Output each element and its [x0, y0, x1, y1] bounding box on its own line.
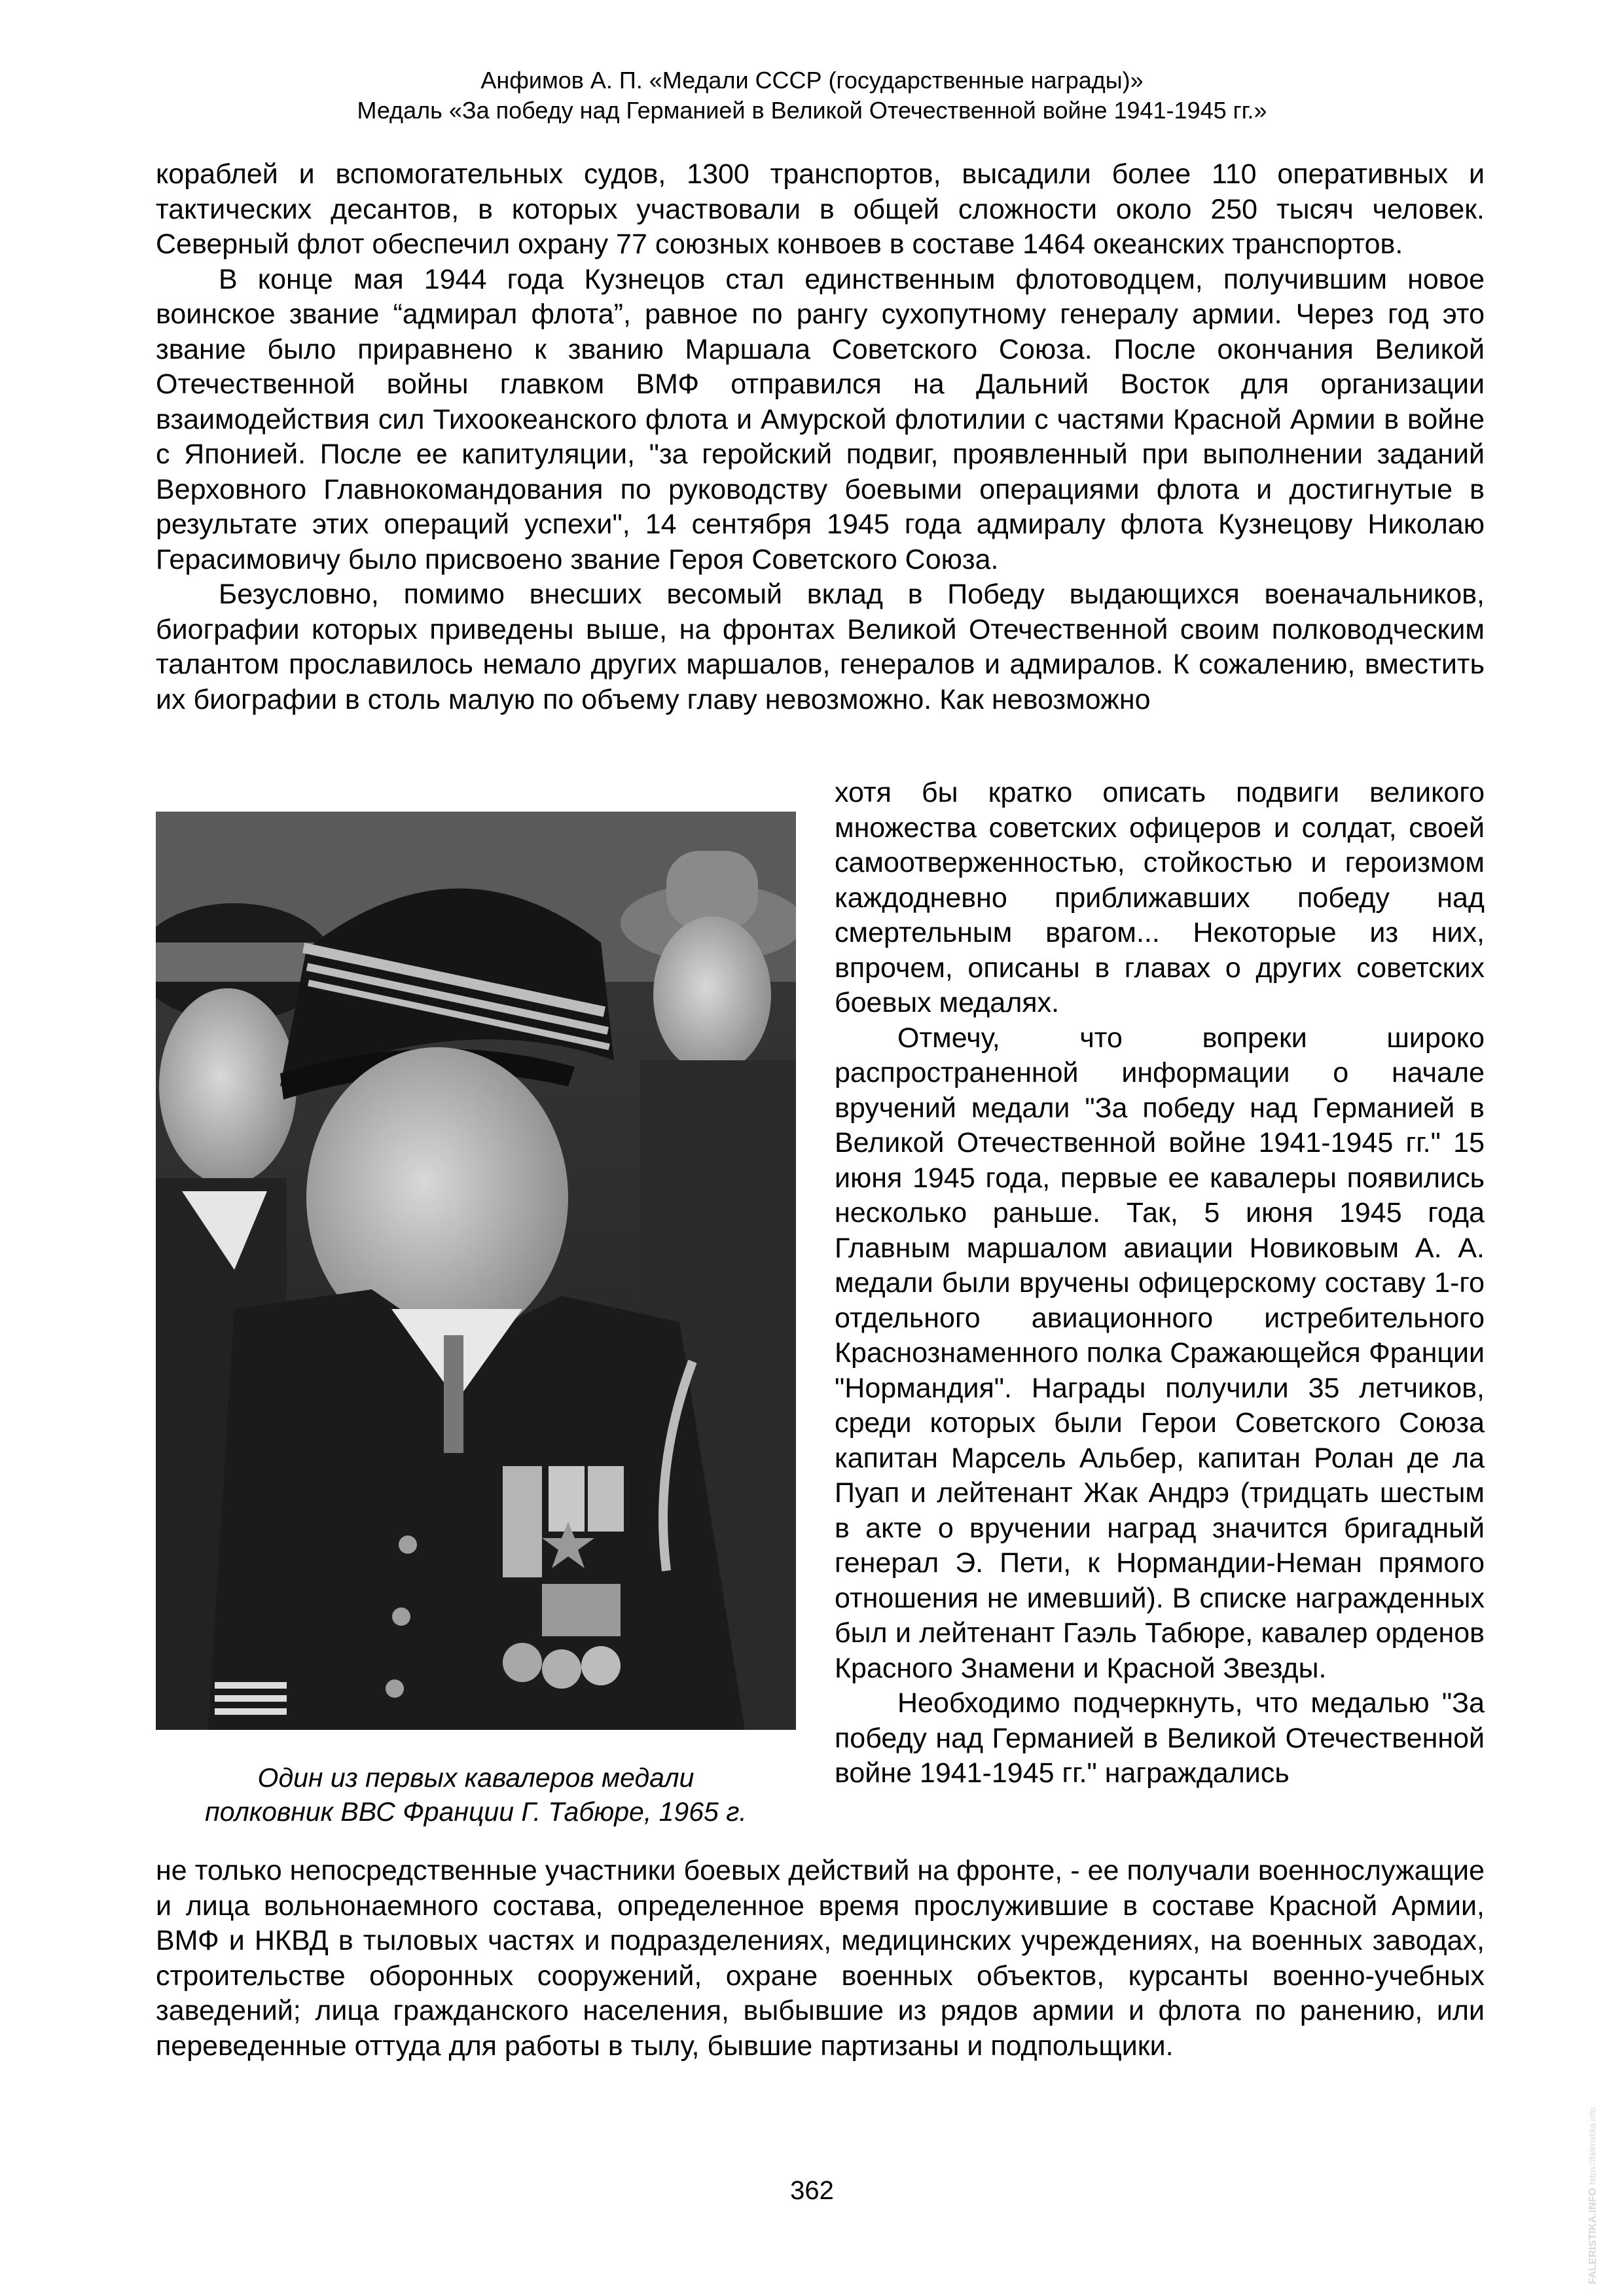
page-number: 362 — [790, 2176, 834, 2205]
photo-tabure — [156, 812, 796, 1730]
caption-line-2: полковник ВВС Франции Г. Табюре, 1965 г. — [205, 1797, 747, 1827]
paragraph-kuznetsov: В конце мая 1944 года Кузнецов стал единственным флотоводцем, получившим новое воинское звание “адмирал флота”, равное по рангу сухопутному генералу армии. Через год это звание было приравнено к званию Маршала Советского Союза. После окончания Великой Отечественной войны главком ВМФ отправился на Дальний Восток для организации взаимодействия сил Тихоокеанского флота и Амурской флотилии с частями Красной Армии в войне с Японией. После ее капитуляции, "за геройский подвиг, проявленный при выполнении заданий Верховного Главнокомандования по руководству боевыми операциями флота и достигнутые в результате этих операций успехи", 14 сентября 1945 года адмиралу флота Кузнецову Николаю Герасимовичу было присвоено звание Героя Советского Союза. — [156, 263, 1485, 575]
paragraph-feats: хотя бы кратко описать подвиги великого множества советских офицеров и солдат, своей самоотверженностью, стойкостью и героизмом каждодневно приближавших победу над смертельным врагом... Некоторые из них, впрочем, описаны в главах о других советских боевых медалях. — [835, 777, 1485, 1018]
paragraph-recipients-list: не только непосредственные участники боевых действий на фронте, - ее получали военнослужащие и лица вольнонаемного состава, определенное время прослужившие в составе Красной Армии, ВМФ и НКВД в тыловых частях и подразделениях, медицинских учреждениях, на военных заводах, строительстве оборонных сооружений, охране военных объектов, курсанты военно-учебных заведений; лица гражданского населения, выбывшие из рядов армии и флота по ранению, или переведенные оттуда для работы в тылу, бывшие партизаны и подпольщики. — [156, 1855, 1485, 2062]
watermark-url: https://faleristika.info — [1587, 2107, 1597, 2185]
photo-caption — [156, 1761, 796, 1829]
running-header — [0, 65, 1624, 126]
header-chapter-title: Медаль «За победу над Германией в Великой Отечественной войне 1941-1945 гг.» — [357, 97, 1267, 124]
watermark-brand: FALERISTIKA.INFO — [1587, 2187, 1598, 2284]
caption-line-1: Один из первых кавалеров медали — [257, 1763, 695, 1793]
photo-illustration — [156, 812, 796, 1730]
paragraph-recipients-intro: Необходимо подчеркнуть, что медалью "За победу над Германией в Великой Отечественной войне 1941-1945 гг." награждались — [835, 1687, 1485, 1789]
paragraph-continuation: кораблей и вспомогательных судов, 1300 транспортов, высадили более 110 оперативных и тактических десантов, в которых участвовали в общей сложности около 250 тысяч человек. Северный флот обеспечил охрану 77 союзных конвоев в составе 1464 океанских транспортов. — [156, 158, 1485, 260]
right-column-text — [835, 776, 1485, 1791]
header-book-title: Анфимов А. П. «Медали СССР (государственные награды)» — [480, 67, 1144, 94]
paragraph-other-commanders: Безусловно, помимо внесших весомый вклад в Победу выдающихся военачальников, биографии которых приведены выше, на фронтах Великой Отечественной своим полководческим талантом прославилось немало других маршалов, генералов и адмиралов. К сожалению, вместить их биографии в столь малую по объему главу невозможно. Как невозможно — [156, 579, 1485, 715]
bottom-text-block — [156, 1854, 1485, 2064]
top-text-block — [156, 157, 1485, 717]
paragraph-normandie: Отмечу, что вопреки широко распространенной информации о начале вручений медали "За победу над Германией в Великой Отечественной войне 1941-1945 гг." 15 июня 1945 года, первые ее кавалеры появились несколько раньше. Так, 5 июня 1945 года Главным маршалом авиации Новиковым А. А. медали были вручены офицерскому составу 1-го отдельного авиационного истребительного Краснознаменного полка Сражающейся Франции "Нормандия". Награды получили 35 летчиков, среди которых были Герои Советского Союза капитан Марсель Альбер, капитан Ролан де ла Пуап и лейтенант Жак Андрэ (тридцать шестым в акте о вручении наград значится бригадный генерал Э. Пети, к Нормандии-Неман прямого отношения не имевший). В списке награжденных был и лейтенант Гаэль Табюре, кавалер орденов Красного Знамени и Красной Звезды. — [835, 1022, 1485, 1684]
watermark — [1587, 2107, 1620, 2284]
